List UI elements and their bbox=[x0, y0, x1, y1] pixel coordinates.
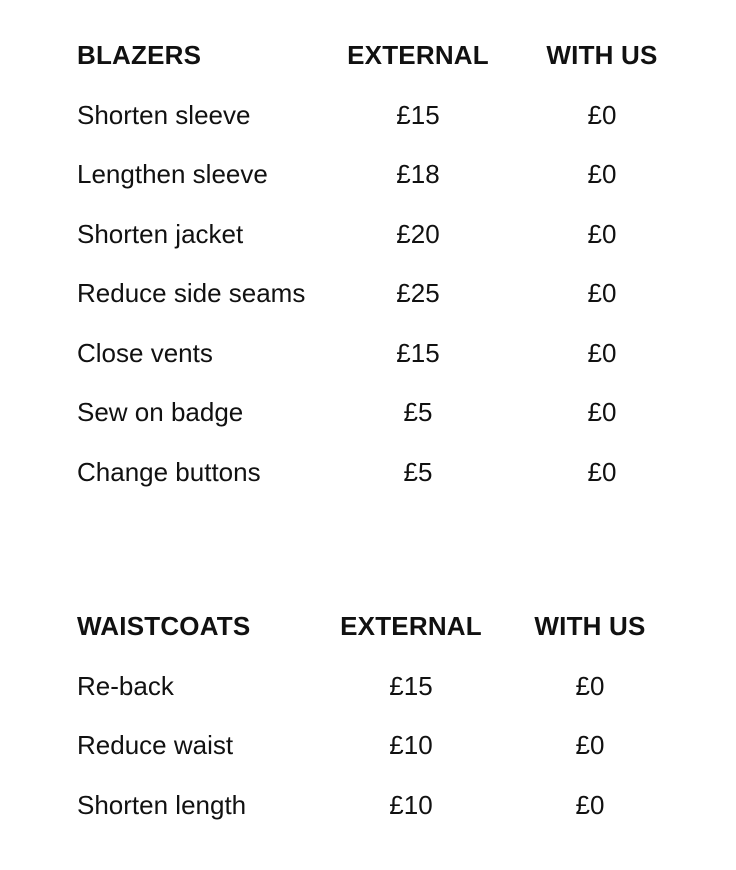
table-row bbox=[77, 145, 695, 205]
external-price: £15 bbox=[389, 670, 433, 701]
external-price: £15 bbox=[396, 99, 440, 130]
with-us-price: £0 bbox=[575, 789, 605, 820]
alteration-name: Sew on badge bbox=[77, 397, 244, 428]
table-row bbox=[77, 205, 695, 265]
with-us-price: £0 bbox=[587, 218, 617, 249]
table-header-row bbox=[77, 26, 695, 86]
external-price: £20 bbox=[396, 218, 440, 249]
alteration-name: Reduce waist bbox=[77, 730, 234, 761]
alteration-name: Lengthen sleeve bbox=[77, 159, 268, 190]
with-us-price: £0 bbox=[587, 397, 617, 428]
with-us-price: £0 bbox=[587, 456, 617, 487]
external-price: £10 bbox=[389, 730, 433, 761]
alteration-name: Re-back bbox=[77, 670, 174, 701]
section-title: BLAZERS bbox=[77, 40, 202, 71]
external-price: £5 bbox=[403, 397, 433, 428]
with-us-price: £0 bbox=[587, 278, 617, 309]
with-us-price: £0 bbox=[587, 99, 617, 130]
table-row bbox=[77, 86, 695, 146]
table-row bbox=[77, 264, 695, 324]
alteration-name: Shorten jacket bbox=[77, 218, 244, 249]
table-row bbox=[77, 443, 695, 503]
external-price: £15 bbox=[396, 337, 440, 368]
alteration-name: Reduce side seams bbox=[77, 278, 306, 309]
external-price: £25 bbox=[396, 278, 440, 309]
external-price: £18 bbox=[396, 159, 440, 190]
external-column-header: EXTERNAL bbox=[340, 611, 482, 642]
external-price: £10 bbox=[389, 789, 433, 820]
table-row bbox=[77, 776, 685, 836]
external-price: £5 bbox=[403, 456, 433, 487]
with-us-price: £0 bbox=[575, 670, 605, 701]
section-title: WAISTCOATS bbox=[77, 611, 251, 642]
alteration-name: Close vents bbox=[77, 337, 213, 368]
alteration-name: Shorten length bbox=[77, 789, 247, 820]
table-row bbox=[77, 324, 695, 384]
with-us-price: £0 bbox=[575, 730, 605, 761]
external-column-header: EXTERNAL bbox=[347, 40, 489, 71]
with-us-price: £0 bbox=[587, 159, 617, 190]
alteration-name: Shorten sleeve bbox=[77, 99, 251, 130]
table-row bbox=[77, 657, 685, 717]
table-header-row bbox=[77, 597, 685, 657]
with-us-price: £0 bbox=[587, 337, 617, 368]
waistcoats-price-table bbox=[77, 597, 685, 835]
table-row bbox=[77, 716, 685, 776]
alteration-name: Change buttons bbox=[77, 456, 261, 487]
with-us-column-header: WITH US bbox=[534, 611, 646, 642]
table-row bbox=[77, 383, 695, 443]
blazers-price-table bbox=[77, 26, 695, 502]
with-us-column-header: WITH US bbox=[546, 40, 658, 71]
